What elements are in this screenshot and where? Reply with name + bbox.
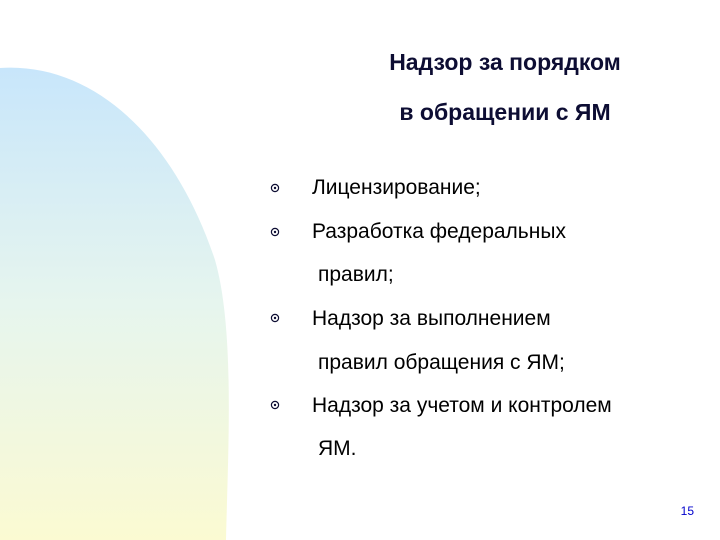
slide-title-line-2: в обращении с ЯМ	[399, 99, 611, 125]
list-item-4-line-1: Надзор за учетом и контролем	[312, 394, 612, 417]
circle-bullet-icon	[270, 313, 280, 323]
circle-bullet-icon	[270, 400, 280, 410]
list-item-2-line-1: Разработка федеральных	[312, 220, 566, 243]
list-item-3-line-1: Надзор за выполнением	[312, 307, 551, 330]
circle-bullet-icon	[270, 227, 280, 237]
page-number: 15	[680, 504, 694, 518]
list-item-4-line-2: ЯМ.	[318, 437, 357, 460]
slide-title-line-1: Надзор за порядком	[389, 49, 621, 75]
list-item-1-line-1: Лицензирование;	[312, 176, 481, 199]
list-item-3-line-2: правил обращения с ЯМ;	[318, 351, 565, 374]
circle-bullet-icon	[270, 183, 280, 193]
list-item-2-line-2: правил;	[318, 263, 394, 286]
